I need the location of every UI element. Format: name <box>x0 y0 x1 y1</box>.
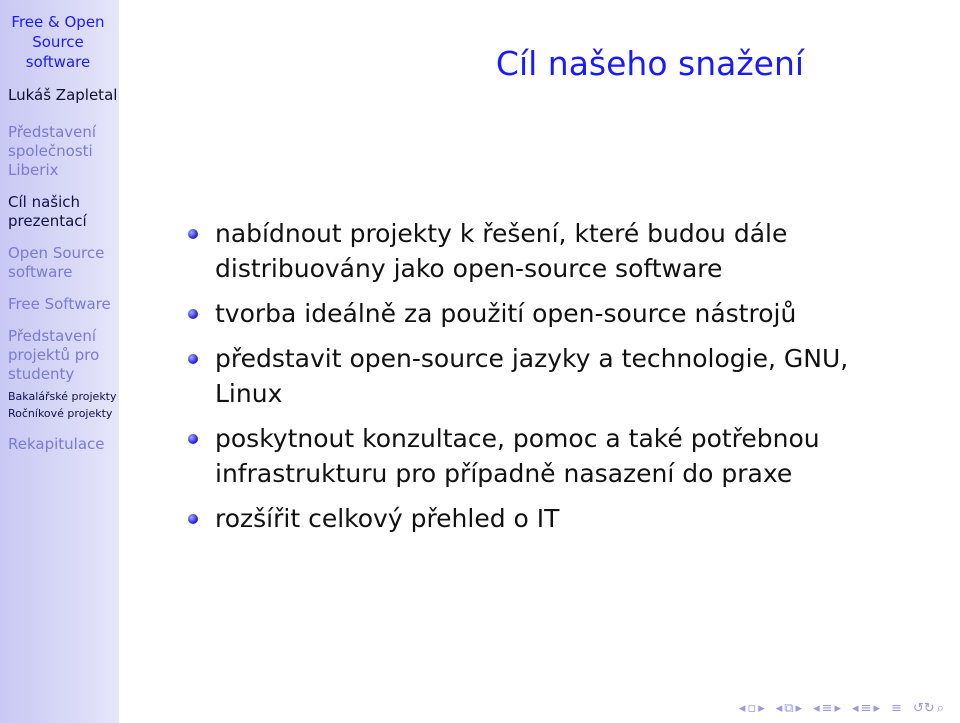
list-item <box>186 341 906 411</box>
nav-right-arrow-icon[interactable]: ▸ <box>795 701 803 716</box>
nav-section-icon[interactable]: ≡ <box>821 701 833 716</box>
bullet-icon <box>188 434 198 444</box>
bullet-icon <box>188 229 198 239</box>
list-item <box>186 421 906 491</box>
sidebar-item-open-source[interactable]: Open Source software <box>8 244 105 281</box>
nav-subsection-group <box>776 702 802 716</box>
nav-right-arrow-icon[interactable]: ▸ <box>758 701 765 716</box>
author-name[interactable]: Lukáš Zapletal <box>8 86 118 104</box>
nav-search-group <box>913 702 944 716</box>
bullet-icon <box>188 354 198 364</box>
list-item <box>186 296 906 331</box>
bullet-icon <box>188 309 198 319</box>
bullet-text: představit open-source jazyky a technologie, GNU, Linux <box>215 344 849 408</box>
nav-left-arrow-icon[interactable]: ◂ <box>738 701 746 716</box>
beamer-navigation <box>739 702 950 716</box>
sidebar-item-free-software[interactable]: Free Software <box>8 295 111 313</box>
nav-align-icon[interactable]: ≡ <box>891 701 902 716</box>
sidebar-item-liberix[interactable]: Představení společnosti Liberix <box>8 123 97 179</box>
bullet-text: nabídnout projekty k řešení, které budou dále distribuovány jako open-source software <box>215 219 788 283</box>
nav-align-group <box>891 702 902 716</box>
list-item <box>186 216 906 286</box>
nav-left-arrow-icon[interactable]: ◂ <box>775 701 783 716</box>
sidebar-item-rekapitulace[interactable]: Rekapitulace <box>8 435 105 453</box>
sidebar-subsections <box>8 388 119 422</box>
nav-subsection-icon[interactable]: ⧉ <box>784 701 794 716</box>
bullet-text: poskytnout konzultace, pomoc a také potřebnou infrastrukturu pro případně nasazení do praxe <box>215 424 820 488</box>
sidebar <box>0 0 119 723</box>
nav-left-arrow-icon[interactable]: ◂ <box>852 701 859 716</box>
nav-frame-icon[interactable]: ▫ <box>747 701 757 716</box>
slide-title: Cíl našeho snažení <box>495 44 805 83</box>
nav-right-arrow-icon[interactable]: ▸ <box>873 701 881 716</box>
bullet-icon <box>188 514 198 524</box>
nav-frame-group <box>739 702 765 716</box>
nav-search-icon[interactable]: ⌕ <box>936 701 944 716</box>
nav-search-icon[interactable]: ↺↻ <box>912 701 935 716</box>
nav-left-arrow-icon[interactable]: ◂ <box>813 701 820 716</box>
bullet-text: rozšířit celkový přehled o IT <box>215 504 560 533</box>
sidebar-item-cil-prezentaci[interactable]: Cíl našich prezentací <box>8 193 87 230</box>
presentation-title[interactable]: Free & Open Source software <box>11 13 105 71</box>
sidebar-subitem-bakalarske[interactable]: Bakalářské projekty <box>8 390 117 403</box>
nav-doc-group <box>852 702 880 716</box>
section-list <box>8 123 119 454</box>
nav-right-arrow-icon[interactable]: ▸ <box>834 701 842 716</box>
bullet-text: tvorba ideálně za použití open-source nástrojů <box>215 299 797 328</box>
sidebar-item-projekty[interactable]: Představení projektů pro studenty <box>8 327 100 383</box>
list-item <box>186 501 906 536</box>
nav-section-group <box>813 702 841 716</box>
nav-section-icon[interactable]: ≡ <box>860 701 872 716</box>
bullet-list <box>186 216 906 546</box>
sidebar-subitem-rocnikove[interactable]: Ročníkové projekty <box>8 407 113 420</box>
